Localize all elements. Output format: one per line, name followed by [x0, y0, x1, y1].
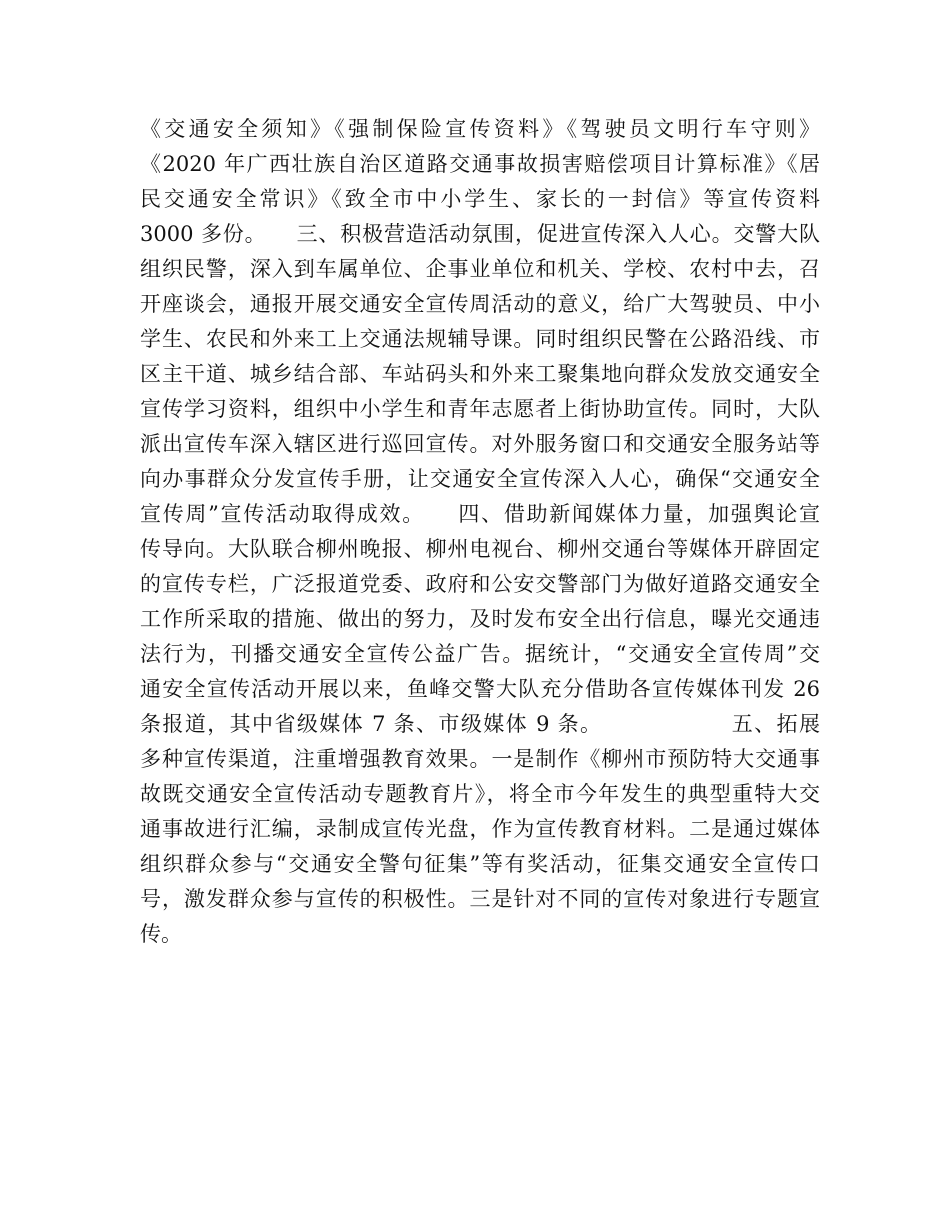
- text-line: 通事故进行汇编，录制成宣传光盘，作为宣传教育材料。二是通过媒体: [140, 817, 820, 841]
- text-line: 派出宣传车深入辖区进行巡回宣传。对外服务窗口和交通安全服务站等: [140, 432, 820, 456]
- text-line: 向办事群众分发宣传手册，让交通安全宣传深入人心，确保“交通安全: [140, 467, 820, 491]
- text-line: 学生、农民和外来工上交通法规辅导课。同时组织民警在公路沿线、市: [140, 327, 820, 351]
- text-line: 传导向。大队联合柳州晚报、柳州电视台、柳州交通台等媒体开辟固定: [140, 537, 820, 561]
- text-line: 号，激发群众参与宣传的积极性。三是针对不同的宣传对象进行专题宣: [140, 887, 820, 911]
- text-line: 组织群众参与“交通安全警句征集”等有奖活动，征集交通安全宣传口: [140, 852, 820, 876]
- text-line: 传。: [140, 922, 182, 946]
- text-line: 多种宣传渠道，注重增强教育效果。一是制作《柳州市预防特大交通事: [140, 747, 820, 771]
- text-line: 的宣传专栏，广泛报道党委、政府和公安交警部门为做好道路交通安全: [140, 572, 820, 596]
- text-line: 开座谈会，通报开展交通安全宣传周活动的意义，给广大驾驶员、中小: [140, 292, 820, 316]
- text-line: 3000 多份。 三、积极营造活动氛围，促进宣传深入人心。交警大队: [140, 222, 820, 246]
- text-line: 区主干道、城乡结合部、车站码头和外来工聚集地向群众发放交通安全: [140, 362, 820, 386]
- text-line: 工作所采取的措施、做出的努力，及时发布安全出行信息，曝光交通违: [140, 607, 820, 631]
- text-line: 《交通安全须知》《强制保险宣传资料》《驾驶员文明行车守则》: [140, 117, 820, 141]
- text-line: 组织民警，深入到车属单位、企事业单位和机关、学校、农村中去，召: [140, 257, 820, 281]
- text-line: 宣传学习资料，组织中小学生和青年志愿者上街协助宣传。同时，大队: [140, 397, 820, 421]
- text-line: 宣传周”宣传活动取得成效。 四、借助新闻媒体力量，加强舆论宣: [140, 502, 820, 526]
- text-line: 民交通安全常识》《致全市中小学生、家长的一封信》等宣传资料: [140, 187, 820, 211]
- text-line: 故既交通安全宣传活动专题教育片》，将全市今年发生的典型重特大交: [140, 782, 820, 806]
- body-text: [140, 112, 820, 952]
- text-line: 通安全宣传活动开展以来，鱼峰交警大队充分借助各宣传媒体刊发 26: [140, 677, 820, 701]
- text-line: 《2020 年广西壮族自治区道路交通事故损害赔偿项目计算标准》《居: [140, 152, 820, 176]
- text-line: 法行为，刊播交通安全宣传公益广告。据统计，“交通安全宣传周”交: [140, 642, 820, 666]
- text-line: 条报道，其中省级媒体 7 条、市级媒体 9 条。 五、拓展: [140, 712, 820, 736]
